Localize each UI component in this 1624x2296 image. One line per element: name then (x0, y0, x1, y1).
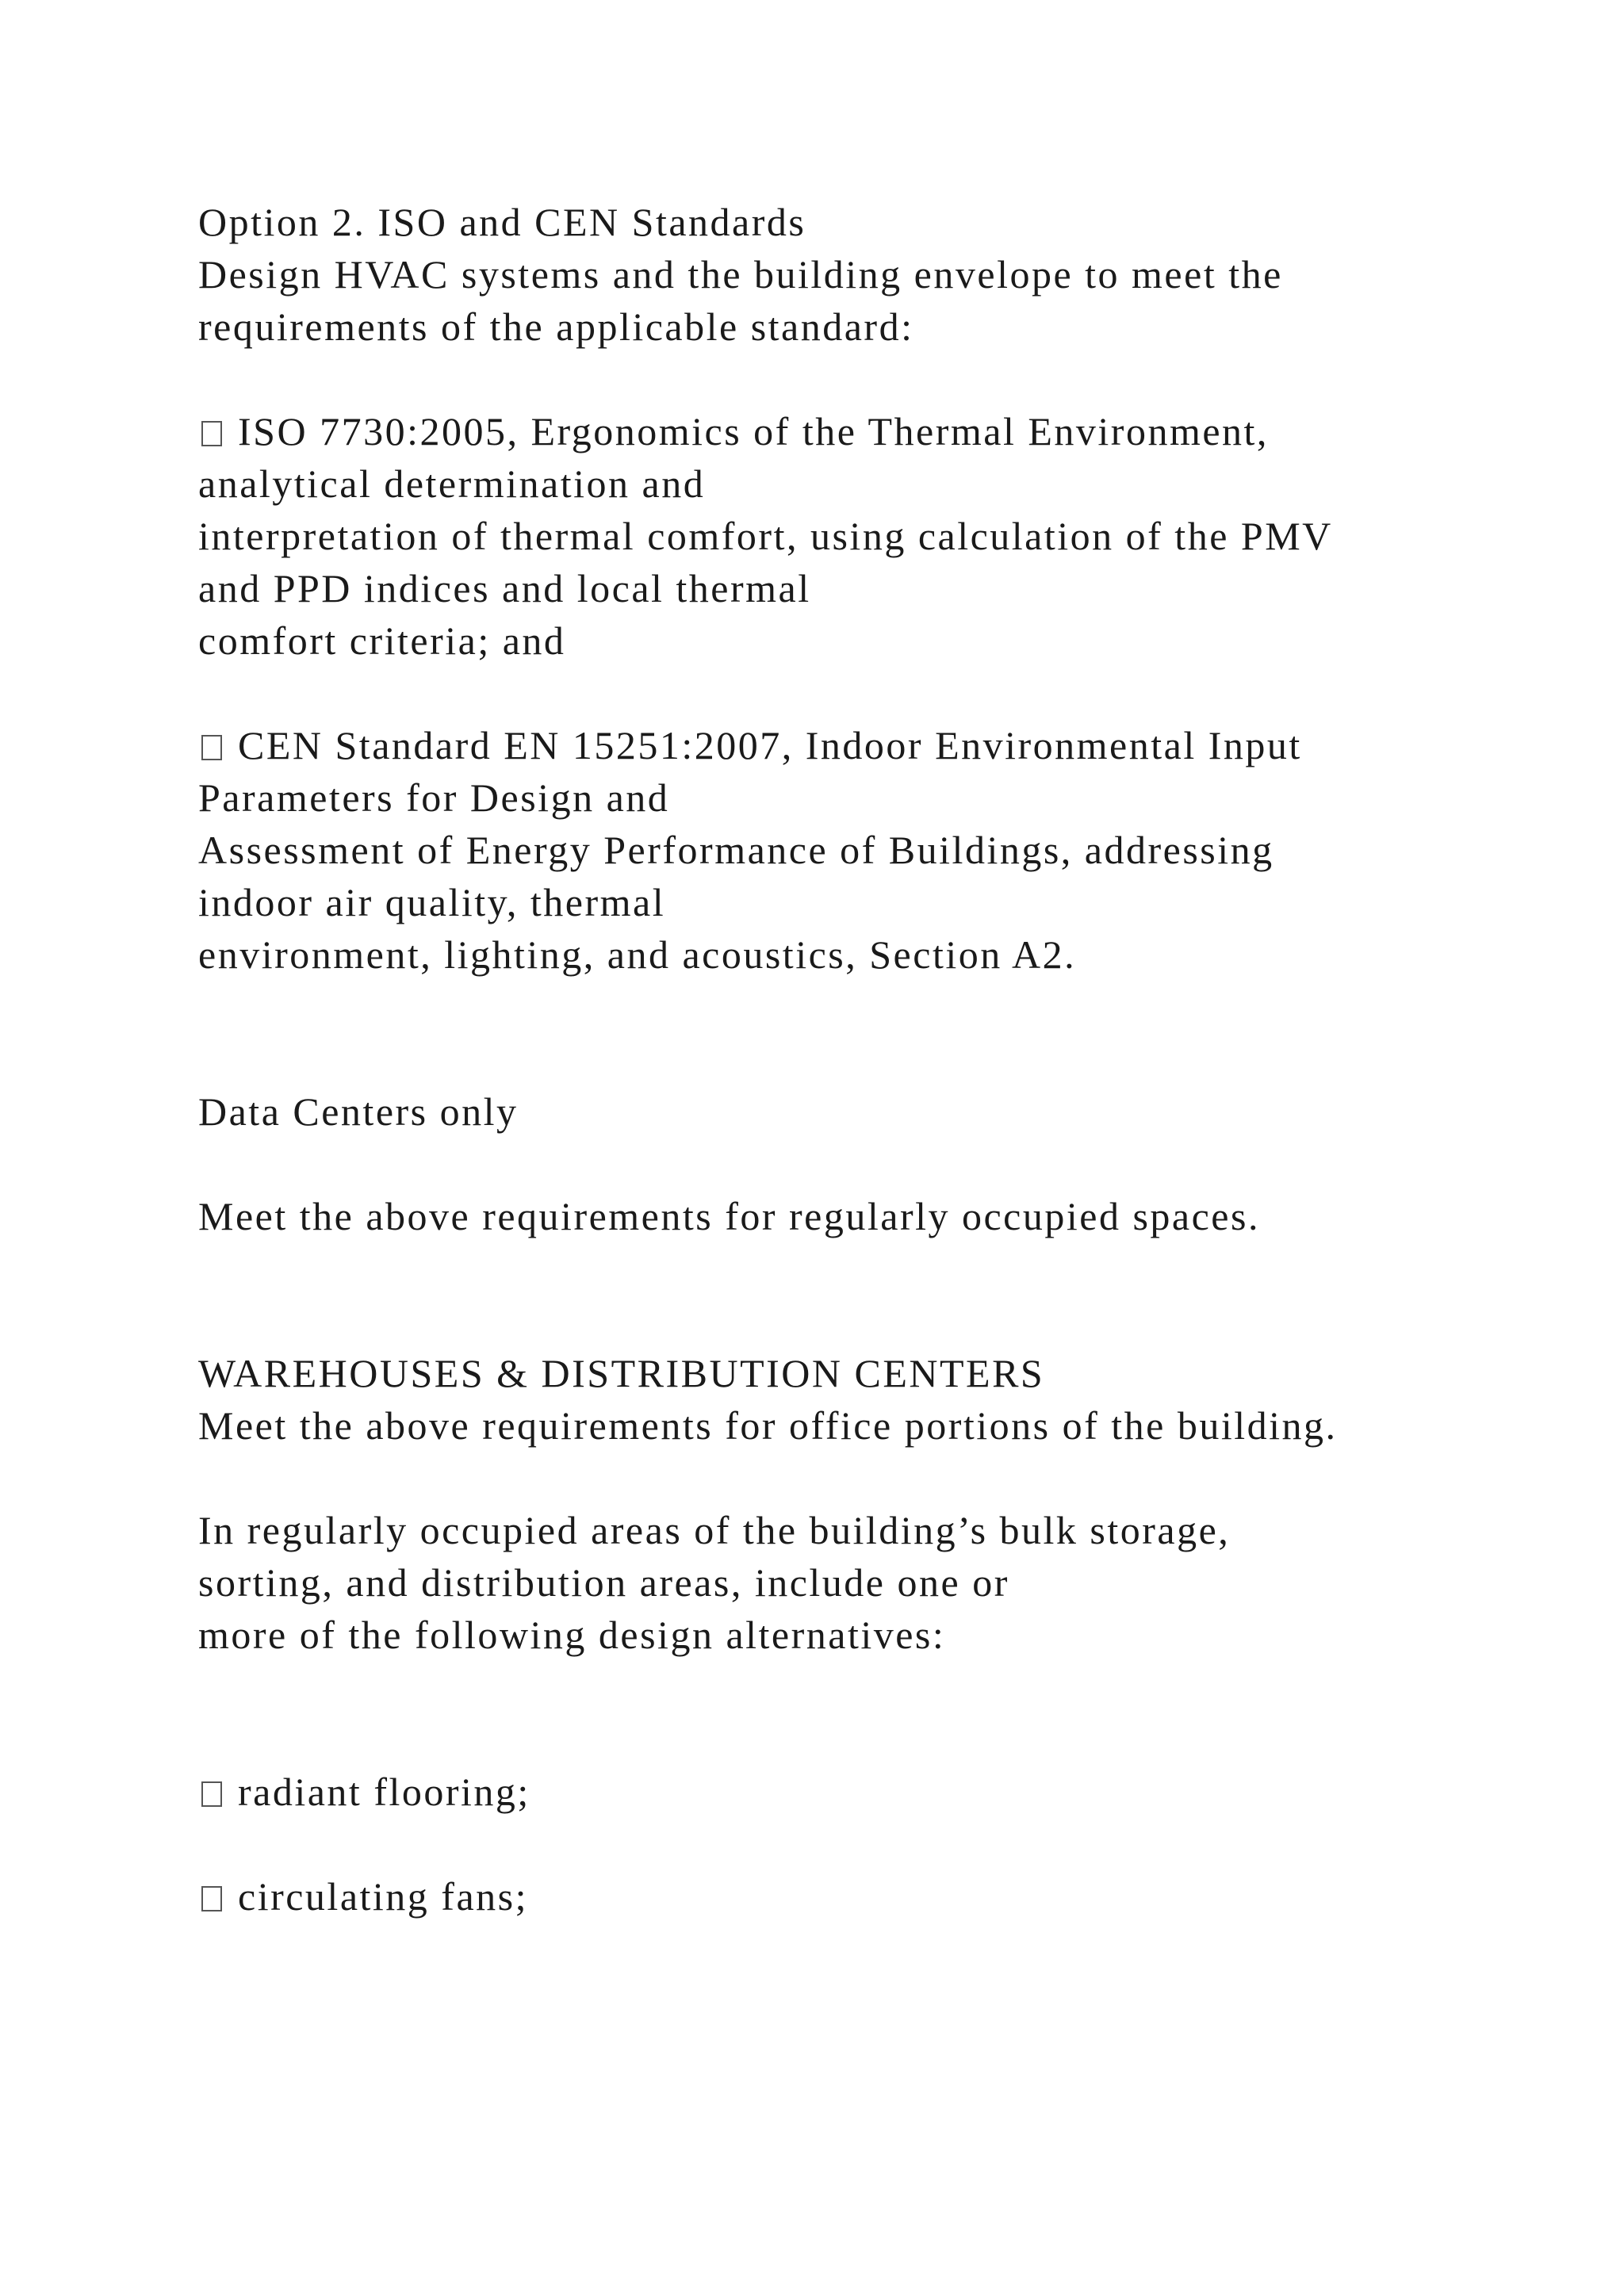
warehouses-paragraph-line-3: more of the following design alternatives: (198, 1613, 946, 1657)
warehouses-text: Meet the above requirements for office portions of the building. (198, 1403, 1338, 1448)
standard-iso-line-3: interpretation of thermal comfort, using calculation of the PMV (198, 514, 1333, 558)
standard-iso-line-1: ISO 7730:2005, Ergonomics of the Thermal Environment, (238, 409, 1269, 453)
alternative-label: circulating fans; (238, 1874, 528, 1919)
bullet-box-icon (201, 1886, 222, 1911)
standard-item-iso (198, 405, 1483, 667)
standard-cen-line-5: environment, lighting, and acoustics, Section A2. (198, 932, 1077, 977)
option-heading: Option 2. ISO and CEN Standards (198, 200, 806, 244)
alternative-label: radiant flooring; (238, 1770, 530, 1814)
warehouses-paragraph-line-2: sorting, and distribution areas, include one or (198, 1560, 1009, 1605)
data-centers-heading: Data Centers only (198, 1089, 519, 1134)
standard-item-cen (198, 719, 1483, 981)
bullet-box-icon (201, 735, 222, 760)
data-centers-text: Meet the above requirements for regularly occupied spaces. (198, 1194, 1260, 1238)
standard-cen-line-2: Parameters for Design and (198, 775, 670, 820)
standard-iso-line-4: and PPD indices and local thermal (198, 566, 811, 610)
standard-cen-line-3: Assessment of Energy Performance of Buildings, addressing (198, 828, 1274, 872)
intro-line-1: Design HVAC systems and the building envelope to meet the (198, 252, 1283, 297)
alternative-item-radiant-flooring (198, 1766, 1483, 1818)
standard-cen-line-4: indoor air quality, thermal (198, 880, 666, 924)
document-body (198, 196, 1483, 1923)
intro-line-2: requirements of the applicable standard: (198, 304, 914, 349)
standard-cen-line-1: CEN Standard EN 15251:2007, Indoor Environmental Input (238, 723, 1302, 767)
alternative-item-circulating-fans (198, 1870, 1483, 1923)
standard-iso-line-5: comfort criteria; and (198, 618, 566, 663)
bullet-box-icon (201, 1781, 222, 1807)
warehouses-paragraph-line-1: In regularly occupied areas of the building’s bulk storage, (198, 1508, 1231, 1552)
bullet-box-icon (201, 421, 222, 446)
warehouses-heading: WAREHOUSES & DISTRIBUTION CENTERS (198, 1351, 1045, 1395)
standard-iso-line-2: analytical determination and (198, 461, 706, 506)
